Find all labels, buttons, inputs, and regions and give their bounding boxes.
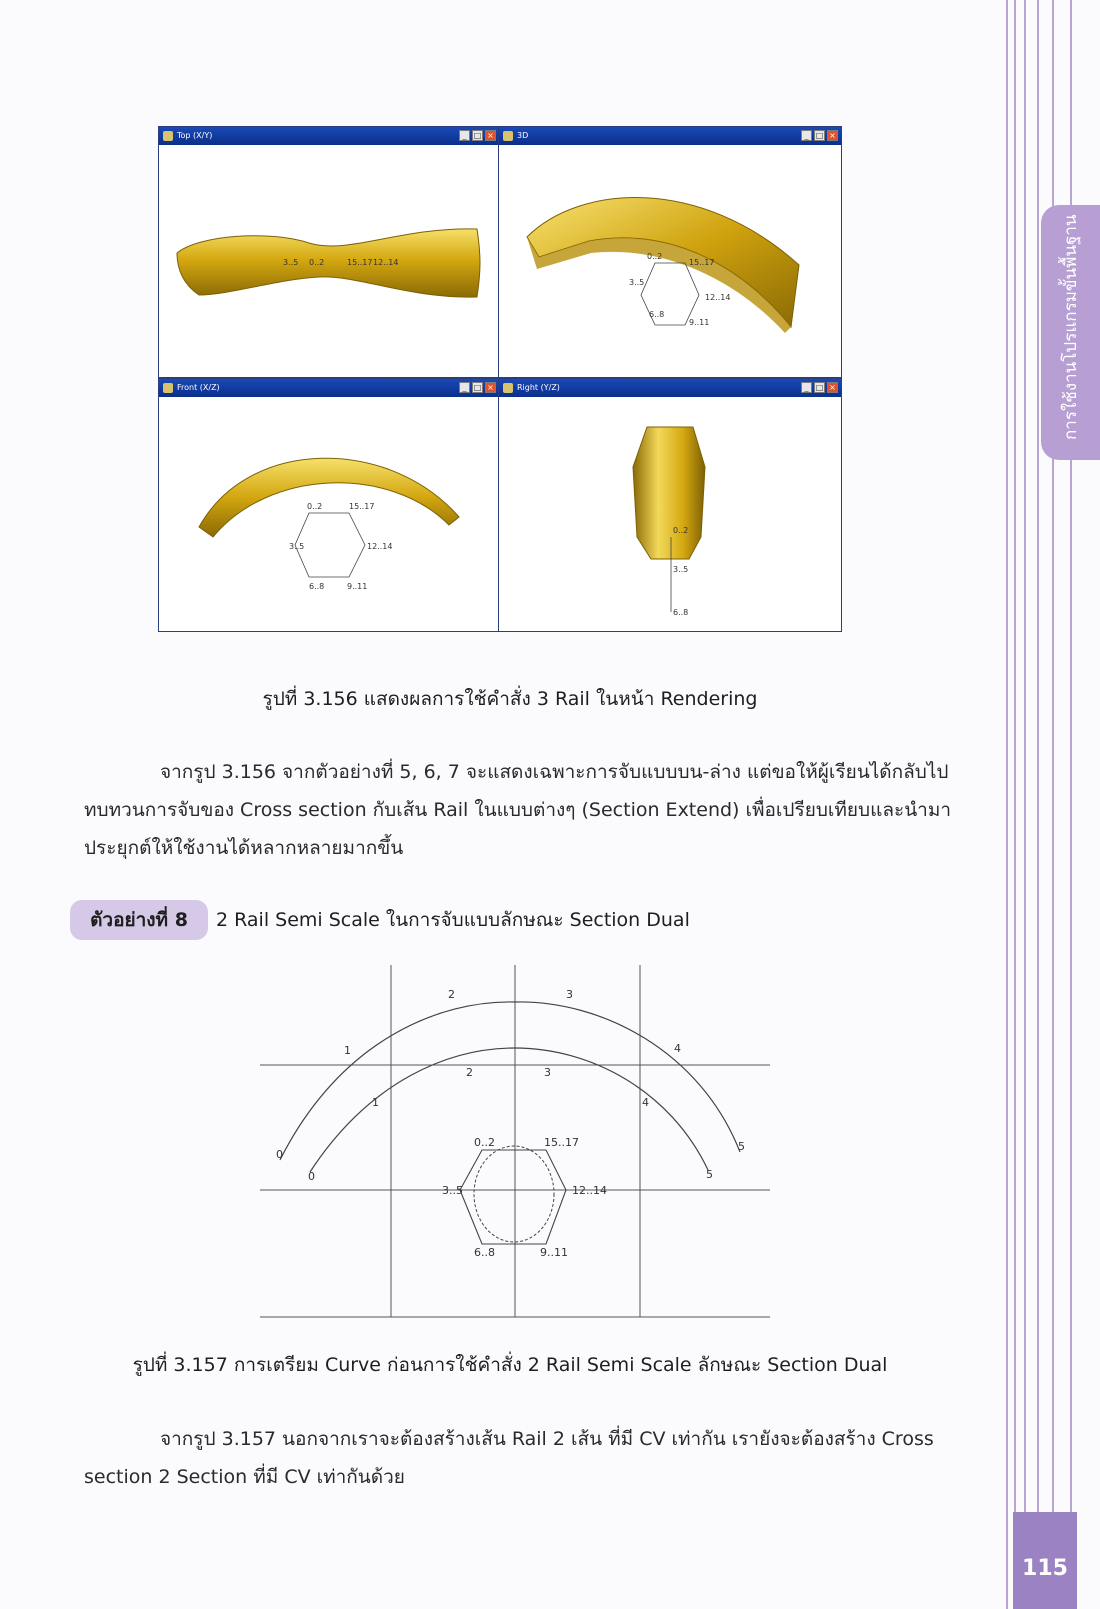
viewport-right <box>498 378 842 632</box>
curve-label: 0..2 <box>307 502 323 511</box>
app-icon <box>163 131 173 141</box>
viewport-front <box>158 378 500 632</box>
close-icon[interactable]: × <box>827 130 838 141</box>
viewport-title: Front (X/Z) <box>177 383 220 392</box>
viewport-title: 3D <box>517 131 529 140</box>
curve-label: 12..14 <box>373 258 399 267</box>
minimize-icon[interactable]: _ <box>801 382 812 393</box>
3d-view-drawing <box>499 145 841 377</box>
example-badge: ตัวอย่างที่ 8 <box>70 900 208 940</box>
outer-rail <box>280 1002 740 1160</box>
cv-label: 1 <box>372 1096 379 1109</box>
curve-label: 6..8 <box>309 582 325 591</box>
paragraph-1-text: จากรูป 3.156 จากตัวอย่างที่ 5, 6, 7 จะแสดงเฉพาะการจับแบบบน-ล่าง แต่ขอให้ผู้เรียนได้กลับไปทบทวนการจับของ Cross section กับเส้น Rail ในแบบต่างๆ (Section Extend) เพื่อเปรียบเทียบและนำมาประยุกต์ให้ใช้งานได้หลากหลายมากขึ้น <box>84 761 952 859</box>
curve-label: 9..11 <box>347 582 368 591</box>
cv-label: 1 <box>344 1044 351 1057</box>
circle-section <box>474 1146 554 1242</box>
figure-157-caption: รูปที่ 3.157 การเตรียม Curve ก่อนการใช้คำสั่ง 2 Rail Semi Scale ลักษณะ Section Dual <box>132 1354 888 1376</box>
maximize-icon[interactable]: □ <box>473 383 482 392</box>
inner-rail <box>310 1048 708 1172</box>
cv-label: 4 <box>642 1096 649 1109</box>
cv-label: 6..8 <box>474 1246 495 1259</box>
maximize-icon[interactable]: □ <box>815 131 824 140</box>
curve-label: 0..2 <box>647 252 663 261</box>
curve-label: 9..11 <box>689 318 710 327</box>
minimize-icon[interactable]: _ <box>801 130 812 141</box>
page-number: 115 <box>1022 1556 1068 1581</box>
minimize-icon[interactable]: _ <box>459 130 470 141</box>
paragraph-2 <box>84 1420 954 1496</box>
right-view-drawing <box>499 397 841 631</box>
cad-viewports-figure <box>158 126 862 650</box>
chapter-side-tab-label: การใช้งานโปรแกรมขั้นพื้นฐาน <box>1061 214 1081 440</box>
cv-label: 9..11 <box>540 1246 568 1259</box>
curve-label: 3..5 <box>673 565 689 574</box>
close-icon[interactable]: × <box>827 382 838 393</box>
curve-label: 3..5 <box>289 542 305 551</box>
viewport-3d <box>498 126 842 378</box>
app-icon <box>503 131 513 141</box>
curve-label: 6..8 <box>649 310 665 319</box>
curve-label: 12..14 <box>367 542 393 551</box>
viewport-title: Top (X/Y) <box>177 131 213 140</box>
cv-label: 2 <box>466 1066 473 1079</box>
curve-label: 0..2 <box>309 258 325 267</box>
app-icon <box>163 383 173 393</box>
figure-156-caption: รูปที่ 3.156 แสดงผลการใช้คำสั่ง 3 Rail ในหน้า Rendering <box>262 688 758 710</box>
paragraph-2-text: จากรูป 3.157 นอกจากเราจะต้องสร้างเส้น Rail 2 เส้น ที่มี CV เท่ากัน เรายังจะต้องสร้าง Cross section 2 Section ที่มี CV เท่ากันด้วย <box>84 1428 934 1488</box>
curve-label: 15..17 <box>349 502 375 511</box>
grid-lines <box>260 965 770 1317</box>
cv-label: 0 <box>308 1170 315 1183</box>
cv-label: 15..17 <box>544 1136 579 1149</box>
hexagon-section <box>460 1150 566 1244</box>
cv-label: 5 <box>706 1168 713 1181</box>
maximize-icon[interactable]: □ <box>815 383 824 392</box>
close-icon[interactable]: × <box>485 130 496 141</box>
curve-label: 3..5 <box>629 278 645 287</box>
viewport-titlebar <box>499 127 841 145</box>
top-view-drawing <box>159 145 499 377</box>
cv-label: 3 <box>566 988 573 1001</box>
cv-label: 12..14 <box>572 1184 607 1197</box>
app-icon <box>503 383 513 393</box>
cv-label: 3 <box>544 1066 551 1079</box>
curve-preparation-figure <box>260 960 770 1320</box>
curve-label: 15..17 <box>347 258 373 267</box>
front-view-drawing <box>159 397 499 631</box>
curve-drawing <box>260 960 770 1320</box>
cv-label: 0..2 <box>474 1136 495 1149</box>
maximize-icon[interactable]: □ <box>473 131 482 140</box>
viewport-titlebar <box>159 379 499 397</box>
viewport-titlebar <box>159 127 499 145</box>
paragraph-1 <box>84 753 954 867</box>
viewport-title: Right (Y/Z) <box>517 383 560 392</box>
viewport-top <box>158 126 500 378</box>
cv-label: 3..5 <box>442 1184 463 1197</box>
cv-label: 4 <box>674 1042 681 1055</box>
minimize-icon[interactable]: _ <box>459 382 470 393</box>
cv-label: 2 <box>448 988 455 1001</box>
curve-label: 6..8 <box>673 608 689 617</box>
curve-label: 3..5 <box>283 258 299 267</box>
cv-label: 5 <box>738 1140 745 1153</box>
example-title: 2 Rail Semi Scale ในการจับแบบลักษณะ Section Dual <box>216 909 690 931</box>
curve-label: 0..2 <box>673 526 689 535</box>
viewport-titlebar <box>499 379 841 397</box>
curve-label: 12..14 <box>705 293 731 302</box>
curve-label: 15..17 <box>689 258 715 267</box>
close-icon[interactable]: × <box>485 382 496 393</box>
cv-label: 0 <box>276 1148 283 1161</box>
